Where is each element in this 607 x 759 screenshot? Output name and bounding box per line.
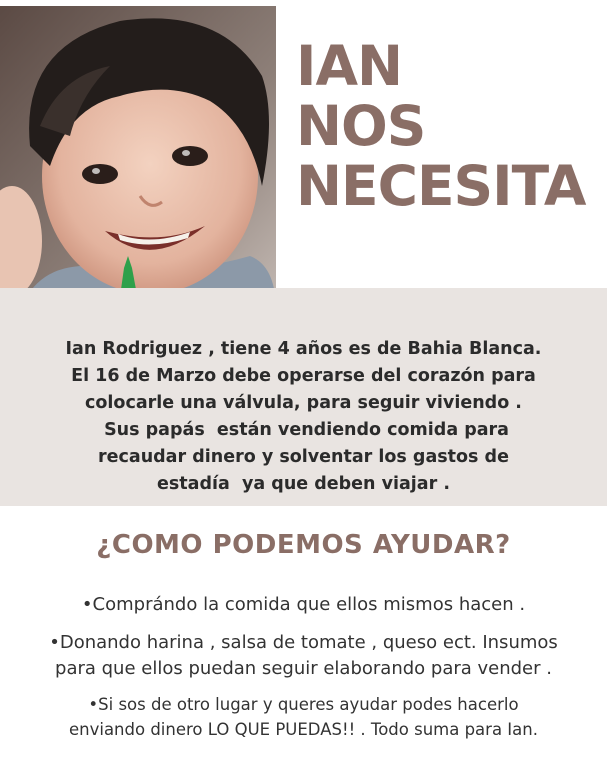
help-item-line: para que ellos puedan seguir elaborando para vender . xyxy=(55,658,552,679)
help-item-donate-supplies xyxy=(0,630,607,682)
page-title xyxy=(296,36,596,216)
help-item-line: •Donando harina , salsa de tomate , queso ect. Insumos xyxy=(49,632,558,653)
description-line: estadía ya que deben viajar . xyxy=(157,474,450,494)
help-item-line: •Si sos de otro lugar y queres ayudar podes hacerlo xyxy=(88,695,519,714)
help-list xyxy=(0,592,607,742)
description-line: recaudar dinero y solventar los gastos de xyxy=(98,447,509,467)
description-text xyxy=(0,336,607,498)
help-item-line: •Comprándo la comida que ellos mismos hacen . xyxy=(81,594,526,615)
title-line-1: IAN xyxy=(296,34,403,98)
help-item-line: enviando dinero LO QUE PUEDAS!! . Todo suma para Ian. xyxy=(68,720,538,739)
description-line: El 16 de Marzo debe operarse del corazón para xyxy=(71,366,536,386)
help-item-send-money xyxy=(0,692,607,742)
help-heading: ¿COMO PODEMOS AYUDAR? xyxy=(96,530,511,560)
title-line-2: NOS xyxy=(296,94,426,158)
photo-frame xyxy=(0,0,283,318)
description-line: Sus papás están vendiendo comida para xyxy=(97,420,509,440)
child-photo xyxy=(0,6,276,311)
description-line: Ian Rodriguez , tiene 4 años es de Bahia Blanca. xyxy=(65,339,542,359)
child-portrait-illustration xyxy=(0,6,276,311)
help-item-buy-food xyxy=(0,592,607,618)
description-line: colocarle una válvula, para seguir viviendo . xyxy=(85,393,522,413)
title-line-3: NECESITA xyxy=(296,154,586,218)
